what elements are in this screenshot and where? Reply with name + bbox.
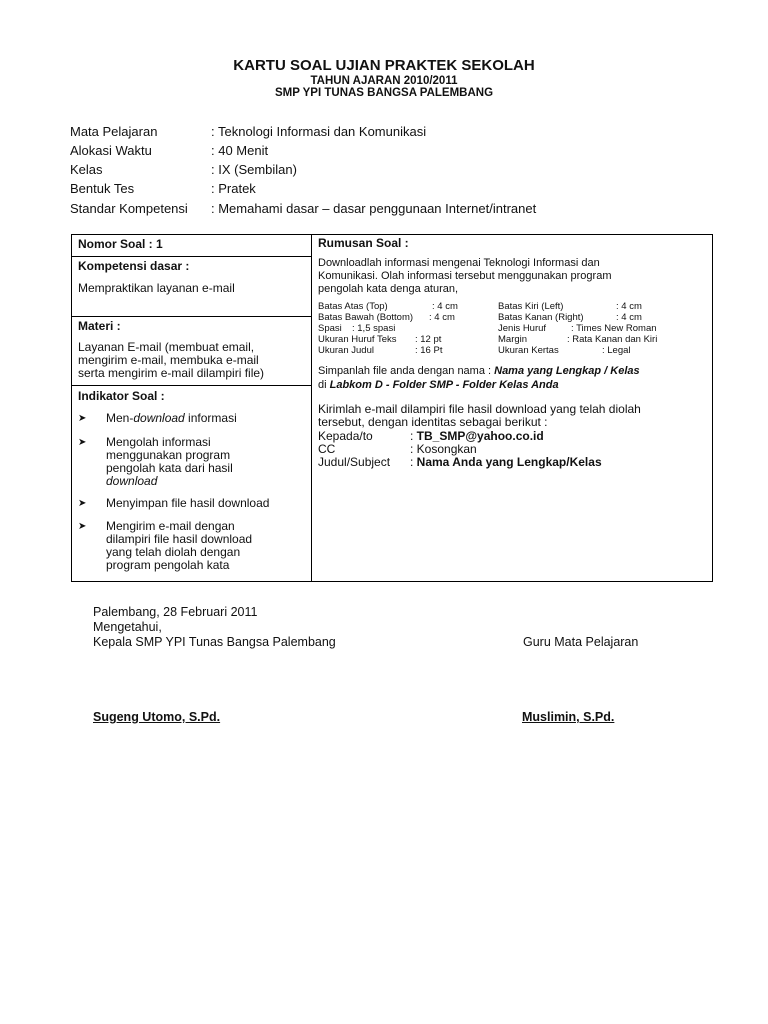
teacher-role: Guru Mata Pelajaran (523, 635, 639, 649)
principal-role: Kepala SMP YPI Tunas Bangsa Palembang (93, 635, 336, 649)
materi-text (78, 341, 264, 380)
setting-value: : Times New Roman (571, 323, 657, 334)
save-filename: Nama yang Lengkap / Kelas (494, 365, 640, 377)
teacher-name: Muslimin, S.Pd. (522, 710, 615, 724)
info-row-subject (70, 124, 426, 139)
arrow-bullet-icon: ➤ (78, 498, 87, 509)
school-name: SMP YPI TUNAS BANGSA PALEMBANG (274, 87, 494, 99)
column-divider (311, 234, 312, 582)
indicator-text: program pengolah kata (106, 558, 230, 572)
email-field-label: CC (318, 442, 336, 456)
indicator-heading: Indikator Soal : (78, 389, 165, 403)
indicator-item (78, 436, 233, 488)
setting-value: : 16 Pt (415, 345, 443, 356)
setting-value: : 12 pt (415, 334, 442, 345)
indicator-item (78, 520, 252, 572)
acknowledged: Mengetahui, (93, 620, 162, 634)
formulation-heading: Rumusan Soal : (318, 236, 409, 250)
indicator-text: Mengirim e-mail dengan (106, 519, 235, 533)
arrow-bullet-icon: ➤ (78, 437, 87, 448)
info-row-test-type (70, 181, 256, 196)
academic-year: TAHUN AJARAN 2010/2011 (310, 75, 458, 87)
info-value: : IX (Sembilan) (211, 162, 297, 177)
email-field-to (318, 429, 544, 443)
info-value: : 40 Menit (211, 143, 269, 158)
materi-line: Layanan E-mail (membuat email, (78, 340, 255, 354)
indicator-text: Mengolah informasi (106, 435, 211, 449)
indicator-text: menggunakan program (106, 448, 231, 462)
competency-heading: Kompetensi dasar : (78, 259, 190, 273)
indicator-text: dilampiri file hasil download (106, 532, 253, 546)
info-row-time (70, 143, 268, 158)
row-divider (71, 256, 311, 257)
indicator-italic: download (106, 474, 158, 488)
indicator-item (78, 412, 237, 425)
setting-label: Jenis Huruf (498, 323, 547, 334)
email-field-label: Judul/Subject (318, 455, 391, 469)
setting-value: : Rata Kanan dan Kiri (567, 334, 658, 345)
indicator-text: informasi (184, 411, 237, 425)
email-field-value: : (410, 455, 417, 469)
setting-label: Batas Kiri (Left) (498, 301, 564, 312)
arrow-bullet-icon: ➤ (78, 521, 87, 532)
setting-label: Batas Atas (Top) (318, 301, 388, 312)
indicator-text: yang telah diolah dengan (106, 545, 241, 559)
email-subject: Nama Anda yang Lengkap/Kelas (416, 455, 602, 469)
row-divider (71, 316, 311, 317)
info-label: Mata Pelajaran (70, 124, 158, 139)
setting-value: : 4 cm (616, 301, 642, 312)
materi-line: serta mengirim e-mail dilampiri file) (78, 366, 265, 380)
row-divider (71, 385, 311, 386)
info-value: : Memahami dasar – dasar penggunaan Internet/intranet (211, 201, 537, 216)
materi-heading: Materi : (78, 319, 121, 333)
email-instruction (318, 403, 641, 429)
email-field-cc (318, 442, 477, 456)
intro-line: Downloadlah informasi mengenai Teknologi Informasi dan (318, 257, 600, 269)
email-field-value: : (410, 429, 417, 443)
indicator-text: pengolah kata dari hasil (106, 461, 233, 475)
intro-line: pengolah kata denga aturan, (318, 283, 459, 295)
email-field-label: Kepada/to (318, 429, 373, 443)
indicator-text: Menyimpan file hasil download (106, 496, 270, 510)
setting-value: : 4 cm (429, 312, 455, 323)
email-line: Kirimlah e-mail dilampiri file hasil download yang telah diolah (318, 402, 641, 416)
email-field-subject (318, 455, 602, 469)
save-path: Labkom D - Folder SMP - Folder Kelas Anda (329, 379, 559, 391)
setting-value: : Legal (602, 345, 631, 356)
page-title: KARTU SOAL UJIAN PRAKTEK SEKOLAH (233, 57, 535, 74)
materi-line: mengirim e-mail, membuka e-mail (78, 353, 259, 367)
setting-label: Ukuran Judul (318, 345, 374, 356)
principal-name: Sugeng Utomo, S.Pd. (93, 710, 221, 724)
indicator-italic: download (133, 411, 185, 425)
save-text: di (318, 379, 330, 391)
email-line: tersebut, dengan identitas sebagai berikut : (318, 415, 548, 429)
setting-label: Batas Bawah (Bottom) (318, 312, 414, 323)
info-row-class (70, 162, 297, 177)
indicator-text: Men- (106, 411, 134, 425)
setting-label: Margin (498, 334, 528, 345)
setting-value: : 4 cm (616, 312, 642, 323)
info-label: Bentuk Tes (70, 181, 135, 196)
info-label: Standar Kompetensi (70, 201, 188, 216)
info-row-competency (70, 201, 536, 216)
setting-label: Ukuran Huruf Teks (318, 334, 397, 345)
arrow-bullet-icon: ➤ (78, 413, 87, 424)
setting-label: Ukuran Kertas (498, 345, 559, 356)
setting-value: : 1,5 spasi (352, 323, 396, 334)
info-value: : Pratek (211, 181, 256, 196)
email-address: TB_SMP@yahoo.co.id (416, 429, 544, 443)
setting-value: : 4 cm (432, 301, 458, 312)
save-instruction (318, 364, 640, 392)
indicator-item (78, 497, 269, 510)
info-label: Kelas (70, 162, 103, 177)
competency-text: Mempraktikan layanan e-mail (78, 281, 235, 295)
setting-label: Spasi (318, 323, 342, 334)
setting-label: Batas Kanan (Right) (498, 312, 584, 323)
place-date: Palembang, 28 Februari 2011 (93, 605, 258, 619)
info-label: Alokasi Waktu (70, 143, 152, 158)
formulation-intro (318, 257, 611, 296)
intro-line: Komunikasi. Olah informasi tersebut menggunakan program (318, 270, 612, 282)
question-number: Nomor Soal : 1 (78, 237, 163, 251)
email-field-value: : Kosongkan (410, 442, 477, 456)
save-text: Simpanlah file anda dengan nama : (318, 365, 495, 377)
info-value: : Teknologi Informasi dan Komunikasi (211, 124, 427, 139)
